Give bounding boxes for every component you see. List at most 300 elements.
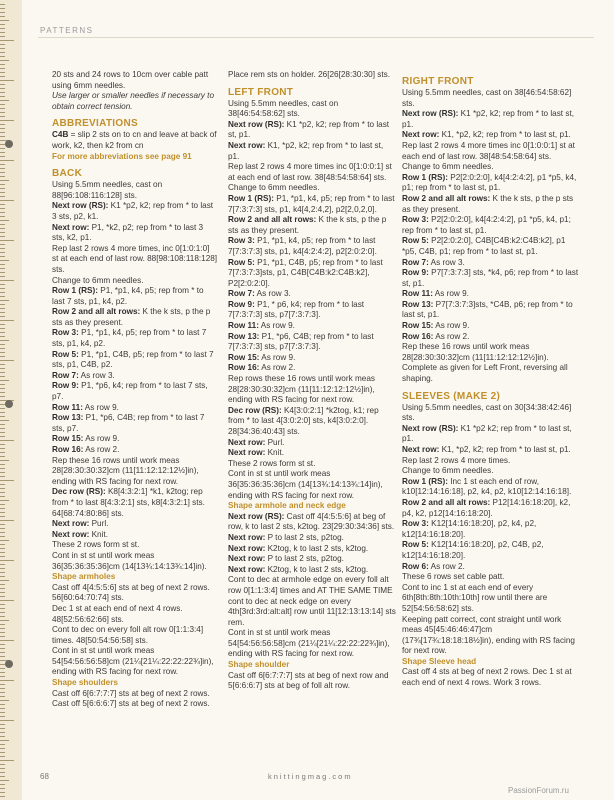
ruler-tick [0, 532, 5, 533]
ruler-tick [0, 512, 5, 513]
instruction-line [52, 445, 218, 456]
ruler-tick [0, 596, 5, 597]
ruler-tick [0, 432, 5, 433]
ruler-tick [0, 356, 5, 357]
instruction-line: Cont in st st until work meas 36[35:36:35:36]cm (14[13¾:14:13¾:14]in), ending with RS facing for next row. [228, 469, 383, 500]
instruction-line: Rep last 2 rows 4 more times inc 0[1:0:0:1] st at each end of last row. 38[48:54:58:64] sts. [228, 162, 392, 182]
instruction-text: K1 *p2, k2; rep from * to last 3 sts, p2, k1. [52, 201, 214, 221]
instruction-label: Row 2 and all alt rows: [52, 307, 141, 317]
ruler-tick [0, 780, 9, 781]
ruler-margin [0, 0, 22, 800]
ruler-tick [0, 280, 14, 281]
ruler-tick [0, 504, 5, 505]
instruction-line [228, 194, 396, 215]
instruction-text: As row 9. [82, 402, 119, 412]
ruler-tick [0, 688, 5, 689]
ruler-tick [0, 496, 5, 497]
instruction-label: Dec row (RS): [52, 487, 106, 497]
instruction-text: K1 *p2, k2; rep from * to last st, p1. [402, 109, 574, 129]
instruction-text: P1, *p6, C4B; rep from * to last 7[7:3:7:3] sts, p7[7:3:7:3]. [228, 331, 374, 352]
ruler-tick [0, 380, 9, 381]
instruction-label: Row 6: [402, 561, 429, 571]
ruler-tick [0, 700, 9, 701]
instruction-label: Row 2 and all alt rows: [402, 193, 491, 203]
ruler-tick [0, 536, 5, 537]
instruction-line: Change to 6mm needles. [228, 183, 320, 193]
ruler-tick [0, 232, 5, 233]
instruction-line: Cont to inc 1 st at each end of every 6th[8th:8th:10th:10th] row until there are 52[54:56:58:62] sts. [402, 582, 548, 613]
ruler-tick [0, 268, 5, 269]
instruction-text: As row 2. [83, 445, 120, 454]
instruction-label: Row 2 and all alt rows: [228, 215, 317, 225]
ruler-tick [0, 744, 5, 745]
instruction-label: Row 3: [402, 215, 429, 225]
ruler-tick [0, 724, 5, 725]
instruction-label: Row 7: [52, 370, 79, 380]
ruler-tick [0, 620, 9, 621]
ruler-tick [0, 412, 5, 413]
instruction-text: As row 9. [83, 434, 120, 444]
instruction-text: Knit. [89, 529, 108, 539]
ruler-tick [0, 128, 5, 129]
section-heading: RIGHT FRONT [402, 76, 474, 87]
ruler-tick [0, 80, 14, 81]
instruction-line [402, 424, 580, 445]
instruction-text: P1, *p1, k4, p5; rep from * to last 7[7:3:7:3] sts, p1, k4[4,2:4,2], p2[2,0,2,0]. [228, 193, 395, 214]
instruction-label: Next row: [52, 519, 90, 529]
ruler-tick [0, 52, 5, 53]
ruler-tick [0, 392, 5, 393]
instruction-line: Using 5.5mm needles, cast on 38[46:54:58:62] sts. [402, 88, 572, 108]
ruler-tick [0, 368, 5, 369]
instruction-line [228, 141, 396, 162]
ruler-tick [0, 484, 5, 485]
instruction-text: As row 2. [433, 331, 470, 341]
instruction-text: Purl. [265, 437, 285, 447]
ruler-tick [0, 100, 9, 101]
ruler-tick [0, 76, 5, 77]
section-heading: LEFT FRONT [228, 86, 294, 98]
instruction-label: Next row (RS): [402, 423, 459, 433]
instruction-line [228, 448, 396, 459]
instruction-text: Purl. [89, 519, 109, 529]
instruction-line: Rep these 16 rows until work meas 28[28:30:30:32]cm (11[11:12:12:12½]in). [402, 342, 549, 362]
ruler-tick [0, 616, 5, 617]
ruler-tick [0, 264, 5, 265]
ruler-tick [0, 480, 14, 481]
instruction-label: Row 13: [228, 331, 260, 341]
ruler-tick [0, 608, 5, 609]
subheading: Shape shoulders [52, 678, 118, 688]
ruler-tick [0, 248, 5, 249]
instruction-line [52, 519, 218, 530]
ruler-tick [0, 716, 5, 717]
instruction-label: Next row: [228, 564, 266, 574]
ruler-tick [0, 216, 5, 217]
instruction-text: K12[14:16:18:20], p2, C4B, p2, k12[14:16:18:20]. [402, 540, 544, 560]
instruction-line: These 2 rows form st st. [52, 540, 140, 550]
instruction-line [52, 328, 218, 349]
ruler-tick [0, 32, 5, 33]
ruler-tick [0, 388, 5, 389]
ruler-tick [0, 764, 5, 765]
ruler-tick [0, 252, 5, 253]
ruler-tick [0, 96, 5, 97]
instruction-line: Using 5.5mm needles, cast on 30[34:38:42:46] sts. [402, 402, 572, 423]
instruction-line [402, 477, 580, 498]
instruction-label: Dec row (RS): [228, 405, 282, 415]
instruction-line [228, 438, 396, 449]
ruler-tick [0, 696, 5, 697]
ruler-tick [0, 736, 5, 737]
instruction-label: Next row: [228, 448, 266, 458]
column-1 [52, 70, 218, 710]
instruction-line [228, 363, 396, 374]
ruler-tick [0, 728, 5, 729]
ruler-tick [0, 300, 9, 301]
ruler-tick [0, 276, 5, 277]
ruler-tick [0, 592, 5, 593]
ruler-tick [0, 4, 5, 5]
ruler-tick [0, 644, 5, 645]
ruler-tick [0, 176, 5, 177]
ruler-tick [0, 168, 5, 169]
instruction-line: Rep last 2 rows 4 more times. [402, 455, 511, 465]
instruction-line [52, 487, 218, 519]
instruction-line [402, 258, 580, 269]
instruction-label: Next row (RS): [228, 119, 285, 129]
ruler-tick [0, 244, 5, 245]
instruction-label: Row 13: [52, 413, 84, 423]
instruction-label: Row 3: [402, 519, 429, 529]
ruler-tick [0, 112, 5, 113]
ruler-tick [0, 220, 9, 221]
instruction-text: K the k sts, p the p sts as they present. [402, 193, 574, 214]
instruction-text: As row 2. [428, 561, 465, 571]
ruler-tick [0, 516, 5, 517]
instruction-text: P1, * p6, k4; rep from * to last 7[7:3:7:3] sts, p7[7:3:7:3]. [228, 299, 365, 320]
ruler-tick [0, 120, 14, 121]
instruction-text: P to last 2 sts, p2tog. [265, 532, 344, 542]
ruler-tick [0, 92, 5, 93]
instruction-label: Row 11: [402, 289, 433, 299]
instruction-line: Cast off 6[6:7:7:7] sts at beg of next row and 5[6:6:6:7] sts at beg of foll alt row. [228, 670, 389, 691]
subheading: Shape armholes [52, 572, 116, 582]
instruction-label: Row 15: [52, 434, 84, 444]
ruler-tick [0, 748, 5, 749]
ruler-tick [0, 656, 5, 657]
ruler-tick [0, 488, 5, 489]
ruler-tick [0, 188, 5, 189]
instruction-line: Cont to dec on every foll alt row 0[1:1:3:4] times. 48[50:54:56:58] sts. [52, 625, 204, 645]
subheading: Shape Sleeve head [402, 656, 477, 666]
instruction-line: Rep these 16 rows until work meas 28[28:30:30:32]cm (11[11:12:12:12½]in), ending with RS facing for next row. [52, 455, 199, 486]
ruler-tick [0, 44, 5, 45]
instruction-line [52, 201, 218, 222]
ruler-tick [0, 184, 5, 185]
instruction-label: Next row: [228, 554, 266, 564]
ruler-tick [0, 528, 5, 529]
instruction-text: K1 *p2, k2; rep from * to last st, p1. [228, 119, 390, 140]
ruler-tick [0, 8, 5, 9]
instruction-label: Row 5: [402, 236, 429, 246]
instruction-label: Row 1 (RS): [402, 172, 448, 182]
instruction-label: Next row: [228, 437, 266, 447]
instruction-line [228, 236, 396, 257]
instruction-label: Row 1 (RS): [402, 476, 448, 486]
ruler-tick [0, 348, 5, 349]
ruler-tick [0, 372, 5, 373]
ruler-tick [0, 56, 5, 57]
section-heading: SLEEVES (MAKE 2) [402, 390, 501, 402]
instruction-line: Cast off 4[4:5:5:6] sts at beg of next 2 rows. 56[60:64:70:74] sts. [52, 582, 210, 603]
instruction-label: Next row: [52, 529, 90, 539]
ruler-tick [0, 704, 5, 705]
instruction-line [402, 289, 580, 300]
instruction-line: These 6 rows set cable patt. [402, 572, 505, 582]
ruler-tick [0, 12, 5, 13]
instruction-label: Row 5: [52, 349, 79, 359]
instruction-line: Cont in st st until work meas 54[54:56:56:58]cm (21¼[21¼:22:22:22¾]in), ending with RS facing for next row. [228, 628, 390, 659]
ruler-tick [0, 172, 5, 173]
ruler-tick [0, 440, 14, 441]
ruler-tick [0, 84, 5, 85]
instruction-line [228, 353, 396, 364]
instruction-line: Using 5.5mm needles, cast on 38[46:54:58:62] sts. [228, 98, 339, 119]
instruction-line: Cont in st st until work meas 36[35:36:35:36]cm (14[13¾:14:13¾:14]in). [52, 550, 207, 571]
instruction-line [52, 403, 218, 414]
ruler-tick [0, 792, 5, 793]
instruction-line: Rep last 2 rows 4 more times, inc 0[1:0:1:0] st at each end of last row. 88[98:108:118:128] sts. [52, 243, 218, 274]
ruler-tick [0, 460, 9, 461]
instruction-text: P2[2:0:2:0], C4B[C4B:k2:C4B:k2], p1 *p5, C4B, p1; rep from * to last st, p1. [402, 236, 566, 256]
magazine-url: knittingmag.com [268, 772, 353, 781]
instruction-line [402, 268, 580, 289]
instruction-line: These 2 rows form st st. [228, 458, 316, 468]
instruction-line [402, 498, 580, 519]
instruction-text: K the k sts, p the p sts as they present. [52, 307, 211, 327]
instruction-line [402, 332, 580, 343]
instruction-line [52, 130, 218, 151]
instruction-line: Cast off 6[6:7:7:7] sts at beg of next 2 rows. Cast off 5[6:6:6:7] sts at beg of next 2 rows. [52, 688, 210, 709]
instruction-label: Next row: [402, 445, 440, 454]
ruler-tick [0, 624, 5, 625]
instruction-label: Next row: [228, 140, 266, 150]
ruler-tick [0, 296, 5, 297]
ruler-tick [0, 568, 5, 569]
binder-ring-icon [5, 140, 13, 148]
instruction-line [52, 530, 218, 541]
ruler-tick [0, 492, 5, 493]
instruction-line [402, 562, 580, 573]
ruler-tick [0, 304, 5, 305]
instruction-line [52, 381, 218, 402]
instruction-text: K1 *p2 k2; rep from * to last st, p1. [402, 423, 572, 444]
instruction-line [228, 120, 396, 141]
instruction-line [228, 321, 396, 332]
instruction-text: K1, *p2, k2; rep from * to last st, p1. [439, 130, 571, 140]
ruler-tick [0, 684, 5, 685]
ruler-tick [0, 548, 5, 549]
ruler-tick [0, 632, 5, 633]
instruction-label: Row 9: [402, 268, 429, 278]
instruction-label: Row 1 (RS): [228, 193, 274, 203]
ruler-tick [0, 752, 5, 753]
ruler-tick [0, 132, 5, 133]
ruler-tick [0, 464, 5, 465]
instruction-text: K8[4:3:2:1] *k1, k2tog; rep from * to last 8[4:3:2:1] sts, k8[4:3:2:1] sts. 64[68:74:80:86] sts. [52, 487, 205, 518]
ruler-tick [0, 196, 5, 197]
instruction-label: Next row (RS): [228, 511, 285, 521]
instruction-text: P1, *k2, p2; rep from * to last 3 sts, k2, p1. [52, 222, 204, 243]
instruction-label: Next row (RS): [52, 201, 109, 211]
instruction-line [52, 307, 218, 328]
instruction-label: Row 3: [52, 328, 79, 338]
instruction-line [228, 554, 396, 565]
ruler-tick [0, 788, 5, 789]
instruction-line [402, 540, 580, 561]
instruction-label: Row 2 and all alt rows: [402, 497, 491, 507]
subheading: Shape shoulder [228, 660, 290, 670]
ruler-tick [0, 40, 14, 41]
instruction-text: P1, *p6, C4B; rep from * to last 7 sts, p7. [52, 413, 205, 433]
ruler-tick [0, 636, 5, 637]
instruction-line [228, 533, 396, 544]
instruction-text: As row 3. [78, 370, 115, 380]
ruler-tick [0, 612, 5, 613]
ruler-tick [0, 148, 5, 149]
binder-ring-icon [5, 660, 13, 668]
ruler-tick [0, 776, 5, 777]
header-divider [38, 37, 594, 38]
ruler-tick [0, 760, 14, 761]
ruler-tick [0, 320, 14, 321]
ruler-tick [0, 604, 5, 605]
ruler-tick [0, 24, 5, 25]
ruler-tick [0, 192, 5, 193]
instruction-label: Next row: [52, 222, 90, 232]
ruler-tick [0, 444, 5, 445]
ruler-tick [0, 136, 5, 137]
instruction-line [402, 300, 580, 321]
ruler-tick [0, 540, 9, 541]
instruction-text: K2tog, k to last 2 sts, k2tog. [265, 564, 369, 574]
ruler-tick [0, 104, 5, 105]
instruction-label: Next row: [228, 532, 266, 542]
ruler-tick [0, 208, 5, 209]
instruction-text: P1, *p1, C4B, p5; rep from * to last 7[7:3:7:3]sts, p1, C4B[C4B:k2:C4B:k2], P2[2:0:2:0]. [228, 257, 383, 288]
instruction-text: Knit. [265, 448, 284, 458]
ruler-tick [0, 712, 5, 713]
instruction-text: As row 9. [433, 321, 470, 331]
ruler-tick [0, 308, 5, 309]
instruction-text: As row 9. [258, 321, 295, 331]
ruler-tick [0, 648, 5, 649]
ruler-tick [0, 68, 5, 69]
ruler-tick [0, 260, 9, 261]
instruction-line [402, 236, 580, 257]
watermark: PassionForum.ru [508, 786, 569, 795]
instruction-line [402, 194, 580, 215]
instruction-text: As row 2. [259, 363, 296, 373]
instruction-label: Next row: [402, 130, 440, 140]
instruction-text: As row 3. [428, 257, 465, 267]
binder-ring-icon [5, 400, 13, 408]
instruction-text: P7[7:3:7:3]sts, *C4B, p6; rep from * to last st, p1. [402, 299, 573, 320]
instruction-text: Inc 1 st each end of row, k10[12:14:16:18], p2, k4, p2, k10[12:14:16:18]. [402, 476, 572, 497]
instruction-label: Row 15: [228, 352, 260, 362]
instruction-line: Cont in st st until work meas 54[54:56:56:58]cm (21¼[21¼:22:22:22¾]in), ending with RS facing for next row. [52, 646, 214, 677]
instruction-text: P1, *p1, C4B, p5; rep from * to last 7 sts, p1, C4B, p2. [52, 349, 214, 370]
instruction-text: = slip 2 sts on to cn and leave at back of work, k2, then k2 from cn [52, 130, 217, 150]
instruction-text: K1, *p2, k2; rep from * to last st, p1. [228, 140, 384, 161]
instruction-text: P2[2:0:2:0], k4[4:2:4:2], p1 *p5, k4, p1; rep from * to last st, p1. [402, 215, 571, 235]
ruler-tick [0, 108, 5, 109]
instruction-text: K the k sts, p the p sts as they present. [228, 215, 387, 235]
instruction-line: Dec 1 st at each end of next 4 rows. 48[52:56:62:66] sts. [52, 603, 183, 624]
instruction-line [228, 332, 396, 353]
instruction-label: Next row: [228, 543, 266, 553]
instruction-line [52, 434, 218, 445]
instruction-line [402, 173, 580, 194]
ruler-tick [0, 524, 5, 525]
ruler-tick [0, 784, 5, 785]
ruler-tick [0, 72, 5, 73]
ruler-tick [0, 292, 5, 293]
instruction-line [52, 413, 218, 434]
instruction-line: Using 5.5mm needles, cast on 88[96:108:116:128] sts. [52, 180, 163, 200]
ruler-tick [0, 200, 14, 201]
instruction-label: Row 16: [52, 445, 84, 454]
ruler-tick [0, 628, 5, 629]
ruler-tick [0, 328, 5, 329]
ruler-tick [0, 352, 5, 353]
ruler-tick [0, 584, 5, 585]
instruction-line [228, 565, 396, 576]
instruction-line [228, 512, 396, 533]
instruction-label: Row 5: [228, 257, 255, 267]
ruler-tick [0, 520, 14, 521]
ruler-tick [0, 708, 5, 709]
ruler-tick [0, 36, 5, 37]
ruler-tick [0, 408, 5, 409]
tension-note: Use larger or smaller needles if necessary to obtain correct tension. [52, 91, 214, 111]
instruction-text: As row 3. [254, 289, 291, 299]
ruler-tick [0, 772, 5, 773]
ruler-tick [0, 64, 5, 65]
ruler-tick [0, 360, 14, 361]
ruler-tick [0, 560, 14, 561]
ruler-tick [0, 556, 5, 557]
ruler-tick [0, 256, 5, 257]
instruction-text: K4[3:0:2:1] *k2tog, k1; rep from * to last 4[3:0:2:0] sts, k4[3:0:2:0]. 28[34:36:40:43] sts. [228, 405, 379, 436]
instruction-line [228, 289, 396, 300]
ruler-tick [0, 160, 14, 161]
instruction-line: Complete as given for Left Front, reversing all shaping. [402, 363, 568, 384]
instruction-text: P1, *p1, k4, p5; rep from * to last 7 sts, p1, k4, p2. [52, 286, 204, 306]
instruction-text: As row 9. [432, 289, 469, 299]
ruler-tick [0, 416, 5, 417]
ruler-tick [0, 364, 5, 365]
instruction-label: Row 13: [402, 299, 434, 309]
instruction-line [52, 286, 218, 307]
ruler-tick [0, 580, 9, 581]
instruction-line [52, 350, 218, 371]
instruction-line [52, 223, 218, 244]
ruler-tick [0, 156, 5, 157]
instruction-line: Keeping patt correct, cont straight until work meas 45[45:46:46:47]cm (17¾[17¾:18:18:18½]in), ending with RS facing for next row. [402, 614, 575, 656]
instruction-line: Rep rows these 16 rows until work meas 28[28:30:30:32]cm (11[11:12:12:12½]in), ending with RS facing for next row. [228, 374, 375, 405]
